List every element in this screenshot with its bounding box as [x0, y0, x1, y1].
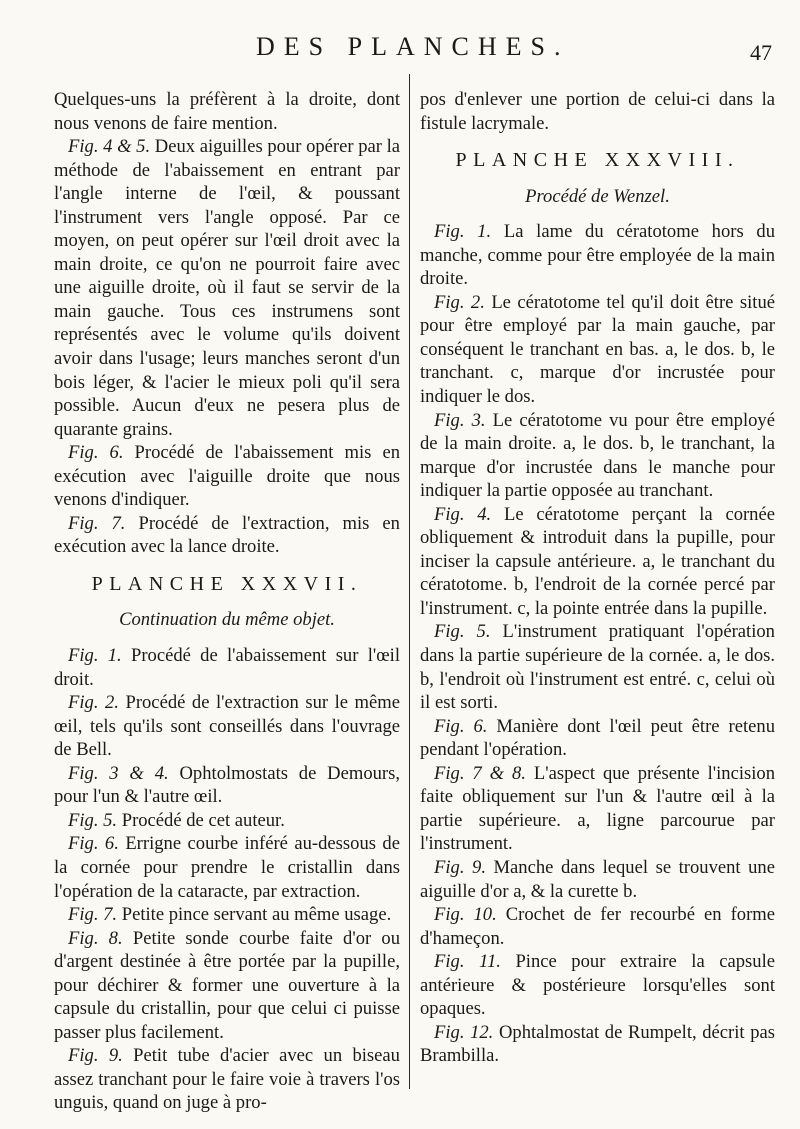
- paragraph-text: Procédé de l'extraction, mis en exécution avec la lance droite.: [54, 512, 400, 558]
- figure-ref: Fig. 3.: [434, 409, 486, 431]
- paragraph: pos d'enlever une portion de celui-ci dans la fistule lacrymale.: [420, 89, 775, 134]
- paragraph-text: Manche dans lequel se trouvent une aiguille d'or a, & la curette b.: [420, 856, 775, 902]
- paragraph-text: Crochet de fer recourbé en forme d'hameçon.: [420, 904, 775, 949]
- paragraph-text: Petit tube d'acier avec un biseau assez tranchant pour le faire voie à travers l'os unguis, quand on juge à pro-: [54, 1045, 400, 1114]
- column-divider: [409, 74, 410, 1089]
- paragraph: [420, 503, 775, 621]
- paragraph-text: L'aspect que présente l'incision faite obliquement sur l'un & l'autre œil à la partie supérieure. a, ligne parcourue par l'instrument.: [420, 762, 775, 855]
- paragraph-text: Procédé de l'abaissement mis en exécution avec l'aiguille droite que nous venons d'indiquer.: [54, 442, 400, 511]
- paragraph: [54, 809, 400, 833]
- paragraph: [420, 409, 775, 503]
- paragraph-text: L'instrument pratiquant l'opération dans la partie supérieure de la cornée. a, le dos. b, l'endroit où l'instrument est entré. c, celui où il est sorti.: [420, 621, 775, 714]
- running-title: DES PLANCHES.: [256, 32, 570, 61]
- figure-ref: Fig. 2.: [434, 291, 485, 313]
- paragraph: [420, 291, 775, 409]
- figure-ref: Fig. 1.: [434, 221, 492, 243]
- figure-ref: Fig. 1.: [68, 645, 122, 667]
- paragraph-text: Manière dont l'œil peut être retenu pendant l'opération.: [420, 715, 775, 761]
- paragraph: [54, 927, 400, 1045]
- paragraph: [54, 644, 400, 691]
- figure-ref: Fig. 6.: [68, 833, 119, 855]
- figure-ref: Fig. 6.: [434, 715, 488, 737]
- figure-ref: Fig. 7.: [68, 904, 118, 926]
- paragraph-text: Ophtolmostats de Demours, pour l'un & l'autre œil.: [54, 762, 400, 808]
- paragraph-text: Procédé de cet auteur.: [117, 809, 285, 831]
- paragraph: Quelques-uns la préfèrent à la droite, dont nous venons de faire mention.: [54, 89, 400, 134]
- section-subheading: Continuation du même objet.: [119, 609, 335, 631]
- paragraph: [54, 691, 400, 762]
- paragraph-text: Petite pince servant au même usage.: [117, 904, 392, 926]
- figure-ref: Fig. 7.: [68, 512, 126, 534]
- running-header: [256, 30, 780, 70]
- figure-ref: Fig. 4 & 5.: [68, 136, 151, 158]
- plate-heading: PLANCHE XXXVIII.: [455, 149, 740, 172]
- figure-ref: Fig. 12.: [434, 1021, 494, 1043]
- paragraph: [420, 856, 775, 903]
- figure-ref: Fig. 3 & 4.: [68, 762, 169, 784]
- paragraph: [54, 1044, 400, 1115]
- paragraph-text: Procédé de l'abaissement sur l'œil droit.: [54, 645, 400, 690]
- figure-ref: Fig. 5.: [434, 621, 491, 643]
- figure-ref: Fig. 5.: [68, 809, 118, 831]
- figure-ref: Fig. 9.: [434, 856, 486, 878]
- paragraph-text: Le cératotome perçant la cornée obliquement & introduit dans la pupille, pour inciser la capsule antérieure. a, le tranchant du cératotome. b, l'endroit de la cornée percé par l'instrument. c, la pointe entrée dans la pupille.: [420, 503, 775, 619]
- page-number: 47: [750, 40, 772, 65]
- paragraph: [54, 135, 400, 441]
- paragraph-text: Petite sonde courbe faite d'or ou d'argent destinée à être portée par la pupille, pour déchirer & former une ouverture à la capsule du cristallin, pour que celui ci puisse passer plus facilement.: [54, 927, 400, 1043]
- left-column: [54, 88, 400, 1115]
- paragraph: [54, 762, 400, 809]
- plate-heading: PLANCHE XXXVII.: [91, 572, 363, 595]
- paragraph: [54, 512, 400, 559]
- paragraph: [54, 441, 400, 512]
- paragraph-text: Procédé de l'extraction sur le même œil, tels qu'ils sont conseillés dans l'ouvrage de Bell.: [54, 692, 400, 761]
- figure-ref: Fig. 9.: [68, 1045, 123, 1067]
- paragraph-text: Errigne courbe inféré au-dessous de la cornée pour prendre le cristallin dans l'opération de la cataracte, par extraction.: [54, 833, 400, 902]
- figure-ref: Fig. 2.: [68, 692, 119, 714]
- paragraph: [54, 903, 400, 927]
- paragraph-text: La lame du cératotome hors du manche, comme pour être employée de la main droite.: [420, 221, 775, 290]
- section-subheading: Procédé de Wenzel.: [525, 185, 670, 207]
- paragraph-text: Pince pour extraire la capsule antérieure & postérieure lorsqu'elles sont opaques.: [420, 951, 775, 1020]
- paragraph: [420, 715, 775, 762]
- paragraph-text: Deux aiguilles pour opérer par la méthode de l'abaissement en entrant par l'angle interne de l'œil, & poussant l'instrument vers l'angle opposé. Par ce moyen, on peut opérer sur l'œil droit avec la main droite, ce qu'on ne pourroit faire avec une aiguille droite, où il faut se servir de la main gauche. Tous ces instrumens sont représentés avec le volume qu'ils doivent avoir dans l'usage; leurs manches seront d'un bois léger, & l'acier le mieux poli qu'il sera possible. Aucun d'eux ne pesera plus de quarante grains.: [54, 136, 401, 440]
- paragraph: [420, 762, 775, 856]
- paragraph: [420, 950, 775, 1021]
- paragraph-text: Le cératotome tel qu'il doit être situé pour être employé par la main gauche, par conséquent le tranchant en bas. a, le dos. b, le tranchant. c, marque d'or incrustée pour indiquer le dos.: [420, 291, 775, 408]
- paragraph-text: Ophtalmostat de Rumpelt, décrit pas Brambilla.: [420, 1021, 775, 1067]
- paragraph: [420, 1021, 775, 1068]
- figure-ref: Fig. 11.: [434, 951, 501, 973]
- paragraph: [420, 903, 775, 950]
- paragraph: [420, 620, 775, 714]
- paragraph: [420, 220, 775, 291]
- figure-ref: Fig. 8.: [68, 927, 123, 949]
- figure-ref: Fig. 6.: [68, 442, 124, 464]
- right-column: [420, 88, 775, 1068]
- paragraph-text: Le cératotome vu pour être employé de la main droite. a, le dos. b, le tranchant, la marque d'or incrustée dans le manche pour indiquer la partie opposée au tranchant.: [420, 409, 775, 502]
- figure-ref: Fig. 7 & 8.: [434, 762, 526, 784]
- figure-ref: Fig. 10.: [434, 904, 497, 926]
- paragraph: [54, 832, 400, 903]
- figure-ref: Fig. 4.: [434, 503, 492, 525]
